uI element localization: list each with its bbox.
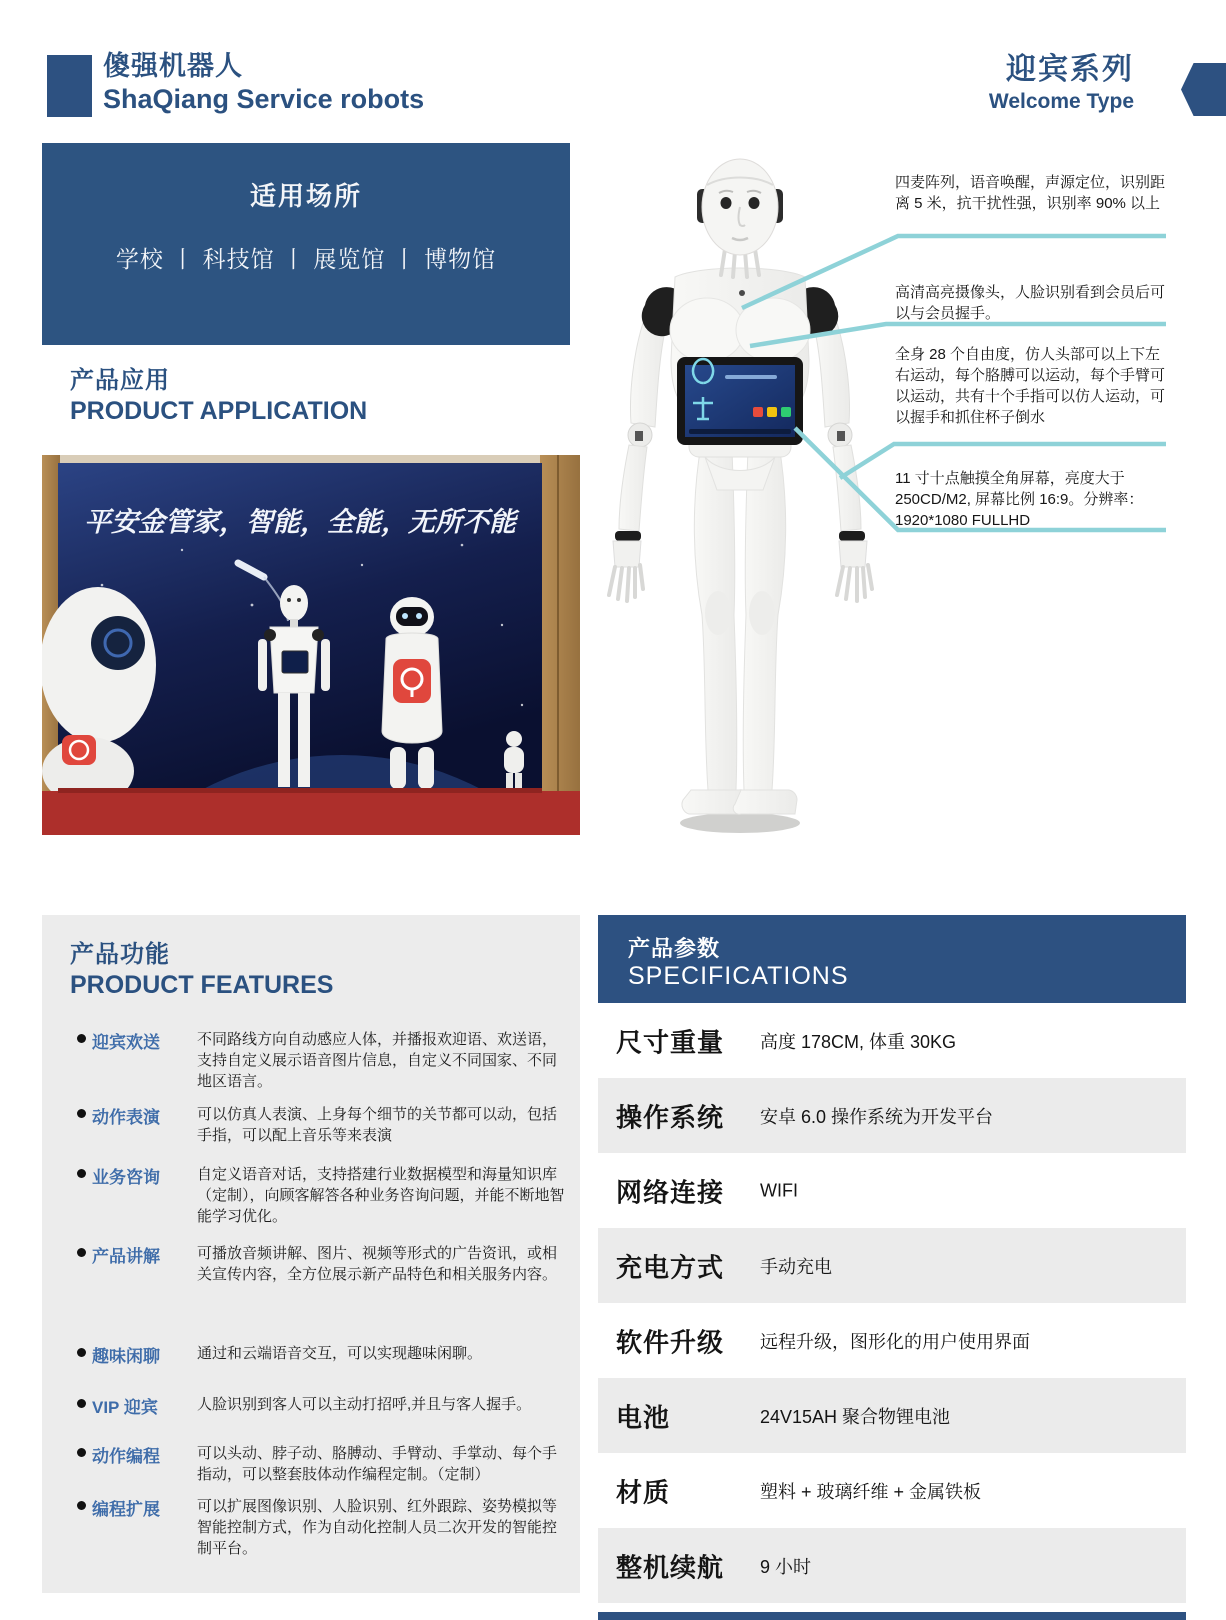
feature-desc: 可以仿真人表演、上身每个细节的关节都可以动，包括手指，可以配上音乐等来表演 [197, 1106, 558, 1144]
specifications-panel [598, 915, 1186, 1620]
specifications-heading-en: SPECIFICATIONS [628, 962, 849, 990]
feature-label: 业务咨询 [92, 1168, 160, 1187]
application-photo [42, 455, 580, 835]
feature-desc: 可以扩展图像识别、人脸识别、红外跟踪、姿势模拟等智能控制方式，作为自动化控制人员二次开发的智能控制平台。 [197, 1498, 558, 1557]
spec-row-os [598, 1078, 1186, 1153]
feature-label: 编程扩展 [92, 1500, 160, 1519]
robot-legs [682, 445, 797, 814]
photo-banner-text: 平安金管家，智能，全能，无所不能 [84, 507, 516, 537]
robot-base [680, 813, 800, 833]
spec-label: 材质 [616, 1477, 671, 1507]
callout-mic-array: 四麦阵列，语音唤醒，声源定位，识别距离 5 米，抗干扰性强，识别率 90% 以上 [895, 174, 1166, 212]
robot-right-arm [815, 323, 872, 601]
photo-wood-right [540, 455, 580, 835]
spec-row-battery [598, 1378, 1186, 1453]
specifications-heading-zh: 产品参数 [628, 936, 721, 961]
bullet-icon [77, 1034, 86, 1043]
bullet-icon [77, 1169, 86, 1178]
feature-label: VIP 迎宾 [92, 1398, 158, 1417]
specs-bottom-bar [598, 1612, 1186, 1620]
scenes-venues: 学校 丨 科技馆 丨 展览馆 丨 博物馆 [115, 246, 497, 272]
bullet-icon [77, 1248, 86, 1257]
spec-label: 尺寸重量 [616, 1027, 725, 1057]
feature-desc: 自定义语音对话，支持搭建行业数据模型和海量知识库（定制），向顾客解答各种业务咨询问题，并能不断地智能学习优化。 [197, 1166, 565, 1225]
feature-label: 迎宾欢送 [92, 1033, 160, 1052]
feature-desc: 不同路线方向自动感应人体，并播报欢迎语、欢送语，支持自定义展示语音图片信息，自定义不同国家、不同地区语言。 [197, 1031, 558, 1090]
spec-value: WIFI [760, 1180, 798, 1200]
features-heading-en: PRODUCT FEATURES [70, 971, 334, 999]
spec-value: 9 小时 [760, 1556, 812, 1577]
callout-touch-screen: 11 寸十点触摸全角屏幕，亮度大于 250CD/M2, 屏幕比例 16:9。分辨率：1920*1080 FULLHD [895, 470, 1144, 529]
bullet-icon [77, 1348, 86, 1357]
spec-label: 网络连接 [616, 1177, 725, 1207]
bullet-icon [77, 1501, 86, 1510]
spec-row-network [598, 1153, 1186, 1228]
robot-chest-camera [739, 290, 745, 296]
application-heading-en: PRODUCT APPLICATION [70, 397, 368, 425]
features-heading-zh: 产品功能 [70, 941, 170, 968]
feature-label: 动作表演 [92, 1108, 160, 1127]
series-title-en: Welcome Type [988, 90, 1134, 113]
photo-red-floor [42, 791, 580, 835]
spec-value: 塑料 + 玻璃纤维 + 金属铁板 [760, 1481, 982, 1502]
spec-label: 操作系统 [616, 1102, 725, 1132]
features-heading [70, 940, 333, 1000]
robot-left-hand-fingers [609, 565, 643, 601]
feature-label: 产品讲解 [92, 1247, 160, 1266]
bullet-icon [77, 1399, 86, 1408]
spec-row-endurance [598, 1528, 1186, 1603]
spec-value: 安卓 6.0 操作系统为开发平台 [760, 1106, 994, 1127]
robot-tablet [677, 357, 803, 445]
spec-value: 远程升级，图形化的用户使用界面 [760, 1331, 1030, 1352]
feature-desc: 可以头动、脖子动、胳膊动、手臂动、手掌动、每个手指动，可以整套肢体动作编程定制。（定制） [197, 1445, 558, 1483]
brand-title [103, 50, 424, 116]
spec-row-size-weight [598, 1003, 1186, 1078]
robot-photo [585, 145, 895, 855]
series-title [989, 52, 1134, 116]
specifications-heading [598, 915, 1186, 1003]
spec-row-software [598, 1303, 1186, 1378]
feature-desc: 可播放音频讲解、图片、视频等形式的广告资讯，或相关宣传内容，全方位展示新产品特色和相关服务内容。 [197, 1245, 558, 1283]
callout-camera: 高清高亮摄像头，人脸识别看到会员后可以与会员握手。 [895, 284, 1166, 322]
spec-label: 电池 [616, 1402, 671, 1432]
robot-right-hand-fingers [837, 565, 872, 601]
scenes-box [42, 143, 570, 345]
spec-row-material [598, 1453, 1186, 1528]
feature-label: 趣味闲聊 [92, 1347, 160, 1366]
bullet-icon [77, 1109, 86, 1118]
spec-value: 高度 178CM, 体重 30KG [760, 1031, 957, 1052]
spec-label: 整机续航 [616, 1552, 725, 1582]
features-panel [42, 915, 580, 1593]
scenes-title: 适用场所 [249, 181, 362, 211]
application-heading-zh: 产品应用 [70, 367, 170, 394]
brand-title-zh: 傻强机器人 [103, 51, 243, 81]
brand-logo-square [47, 55, 92, 117]
bullet-icon [77, 1448, 86, 1457]
robot-left-arm [609, 323, 665, 601]
feature-desc: 通过和云端语音交互，可以实现趣味闲聊。 [197, 1345, 483, 1362]
brand-title-en: ShaQiang Service robots [103, 84, 425, 114]
feature-label: 动作编程 [92, 1447, 160, 1466]
application-heading [70, 366, 367, 426]
spec-label: 充电方式 [616, 1252, 725, 1282]
spec-value: 手动充电 [760, 1256, 832, 1277]
callout-degrees-of-freedom: 全身 28 个自由度，仿人头部可以上下左右运动，每个胳膊可以运动，每个手臂可以运动，共有十个手指可以仿人运动，可以握手和抓住杯子倒水 [895, 346, 1166, 426]
spec-row-charging [598, 1228, 1186, 1303]
series-title-zh: 迎宾系列 [1006, 53, 1134, 86]
robot-head [697, 159, 783, 255]
series-arrow-icon [1181, 63, 1226, 116]
feature-desc: 人脸识别到客人可以主动打招呼,并且与客人握手。 [197, 1396, 532, 1413]
spec-value: 24V15AH 聚合物锂电池 [760, 1406, 951, 1427]
spec-label: 软件升级 [616, 1327, 725, 1357]
